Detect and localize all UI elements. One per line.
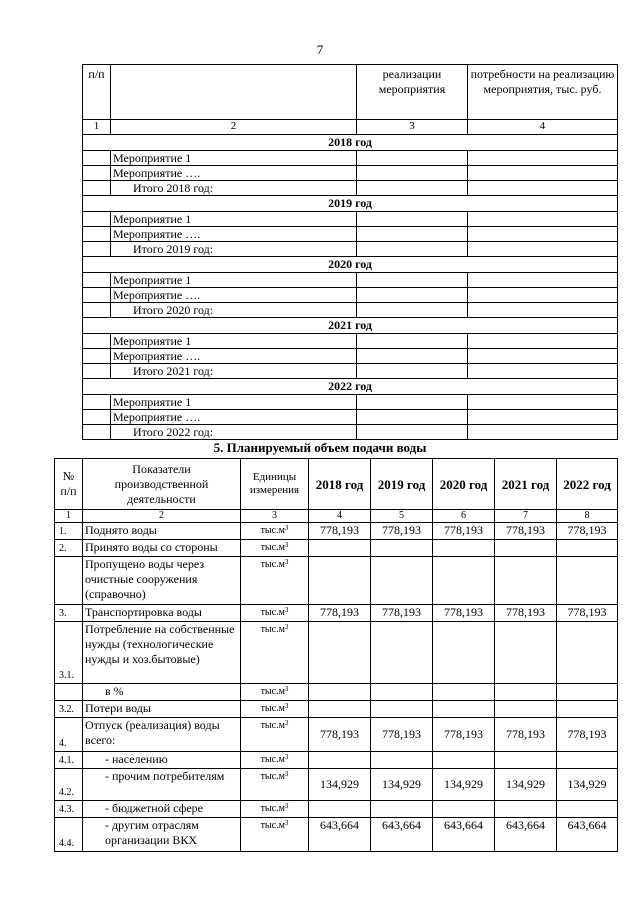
- row-index: 3.: [55, 605, 83, 622]
- unit-label: тыс.м: [260, 525, 285, 536]
- indicator-name: Потери воды: [83, 701, 241, 718]
- value-cell: [557, 540, 618, 557]
- event-name: Мероприятие 1: [111, 151, 357, 166]
- unit-cell: [241, 605, 309, 622]
- value-cell: [495, 801, 557, 818]
- row-index: 3.1.: [55, 622, 83, 684]
- value-cell: 778,193: [495, 523, 557, 540]
- unit-cell: [241, 622, 309, 684]
- water-supply-table: [54, 458, 618, 852]
- event-name: Мероприятие 1: [111, 395, 357, 410]
- events-table: [82, 64, 618, 440]
- col-number: 4: [309, 510, 371, 523]
- col-number: 2: [83, 510, 241, 523]
- column-numbers-row: [55, 510, 618, 523]
- value-cell: [433, 701, 495, 718]
- unit-superscript: 3: [284, 623, 289, 631]
- event-name: Мероприятие 1: [111, 334, 357, 349]
- column-numbers-row: [83, 120, 618, 135]
- value-cell: [495, 540, 557, 557]
- unit-cell: [241, 769, 309, 801]
- value-cell: 134,929: [309, 769, 371, 801]
- value-cell: 134,929: [433, 769, 495, 801]
- value-cell: 643,664: [433, 818, 495, 852]
- page-number: 7: [316, 42, 324, 57]
- unit-label: тыс.м: [260, 559, 285, 570]
- unit-label: тыс.м: [260, 703, 285, 714]
- unit-label: тыс.м: [260, 686, 285, 697]
- event-name: Мероприятие 1: [111, 212, 357, 227]
- table-row: [55, 801, 618, 818]
- table-row: [55, 557, 618, 605]
- year-heading: 2020 год: [83, 257, 618, 273]
- row-index: 4.2.: [55, 769, 83, 801]
- value-cell: [433, 801, 495, 818]
- unit-label: тыс.м: [260, 754, 285, 765]
- section-title: 5. Планируемый объем подачи воды: [213, 440, 427, 455]
- value-cell: [309, 540, 371, 557]
- row-index: 1.: [55, 523, 83, 540]
- col-number: 2: [111, 120, 357, 135]
- value-cell: [557, 752, 618, 769]
- value-cell: [433, 622, 495, 684]
- unit-label: тыс.м: [260, 820, 285, 831]
- value-cell: [371, 684, 433, 701]
- value-cell: 778,193: [433, 718, 495, 752]
- value-cell: [371, 557, 433, 605]
- year-heading: 2019 год: [83, 196, 618, 212]
- unit-label: тыс.м: [260, 720, 285, 731]
- unit-cell: [241, 752, 309, 769]
- row-index: 4.1.: [55, 752, 83, 769]
- value-cell: [557, 801, 618, 818]
- indicator-name: Потребление на собственные нужды (технологические нужды и хоз.бытовые): [83, 622, 241, 684]
- value-cell: [433, 752, 495, 769]
- value-cell: [433, 540, 495, 557]
- value-cell: 778,193: [495, 718, 557, 752]
- value-cell: [371, 540, 433, 557]
- header-year: 2019 год: [371, 459, 433, 510]
- value-cell: [309, 701, 371, 718]
- value-cell: 778,193: [309, 605, 371, 622]
- value-cell: [495, 622, 557, 684]
- indicator-name: Пропущено воды через очистные сооружения (справочно): [83, 557, 241, 605]
- col-number: 1: [83, 120, 111, 135]
- unit-superscript: 3: [284, 606, 289, 614]
- year-total-label: Итого 2022 год:: [111, 425, 357, 440]
- event-name: Мероприятие ….: [111, 227, 357, 242]
- unit-superscript: 3: [284, 541, 289, 549]
- table-row: [55, 605, 618, 622]
- year-heading: 2021 год: [83, 318, 618, 334]
- header-implementation: реализации мероприятия: [357, 65, 468, 120]
- value-cell: [309, 622, 371, 684]
- unit-superscript: 3: [284, 685, 289, 693]
- year-total-label: Итого 2018 год:: [111, 181, 357, 196]
- col-number: 5: [371, 510, 433, 523]
- col-number: 8: [557, 510, 618, 523]
- value-cell: [433, 684, 495, 701]
- col-number: 7: [495, 510, 557, 523]
- unit-cell: [241, 684, 309, 701]
- header-num: № п/п: [55, 459, 83, 510]
- col-number: 3: [241, 510, 309, 523]
- value-cell: 778,193: [433, 605, 495, 622]
- value-cell: 134,929: [557, 769, 618, 801]
- header-num: п/п: [83, 65, 111, 120]
- table-row: [55, 540, 618, 557]
- value-cell: [371, 622, 433, 684]
- value-cell: 778,193: [371, 523, 433, 540]
- value-cell: [495, 752, 557, 769]
- value-cell: 643,664: [557, 818, 618, 852]
- value-cell: [309, 557, 371, 605]
- event-name: Мероприятие ….: [111, 410, 357, 425]
- value-cell: [557, 701, 618, 718]
- year-total-label: Итого 2020 год:: [111, 303, 357, 318]
- table-row: [55, 684, 618, 701]
- value-cell: [371, 701, 433, 718]
- value-cell: [371, 752, 433, 769]
- unit-superscript: 3: [284, 819, 289, 827]
- col-number: 3: [357, 120, 468, 135]
- indicator-name: Принято воды со стороны: [83, 540, 241, 557]
- table-row: [55, 622, 618, 684]
- unit-cell: [241, 718, 309, 752]
- row-index: 2.: [55, 540, 83, 557]
- value-cell: [495, 557, 557, 605]
- table-row: [55, 752, 618, 769]
- event-name: Мероприятие 1: [111, 273, 357, 288]
- table-row: [55, 818, 618, 852]
- value-cell: [309, 801, 371, 818]
- value-cell: [557, 557, 618, 605]
- value-cell: [309, 684, 371, 701]
- year-heading: 2018 год: [83, 135, 618, 151]
- table-row: [55, 769, 618, 801]
- indicator-name: Поднято воды: [83, 523, 241, 540]
- value-cell: [495, 684, 557, 701]
- table-row: [55, 523, 618, 540]
- row-index: 4.3.: [55, 801, 83, 818]
- row-index: [55, 557, 83, 605]
- value-cell: 778,193: [371, 718, 433, 752]
- row-index: [55, 684, 83, 701]
- unit-cell: [241, 523, 309, 540]
- year-heading: 2022 год: [83, 379, 618, 395]
- value-cell: [557, 684, 618, 701]
- value-cell: [371, 801, 433, 818]
- value-cell: 643,664: [371, 818, 433, 852]
- value-cell: [557, 622, 618, 684]
- header-indicator: Показатели производственной деятельности: [83, 459, 241, 510]
- unit-cell: [241, 701, 309, 718]
- unit-cell: [241, 818, 309, 852]
- table-row: [55, 701, 618, 718]
- year-total-label: Итого 2021 год:: [111, 364, 357, 379]
- unit-label: тыс.м: [260, 624, 285, 635]
- header-year: 2021 год: [495, 459, 557, 510]
- unit-cell: [241, 540, 309, 557]
- unit-label: тыс.м: [260, 771, 285, 782]
- unit-superscript: 3: [284, 802, 289, 810]
- unit-label: тыс.м: [260, 607, 285, 618]
- value-cell: 778,193: [557, 718, 618, 752]
- value-cell: 778,193: [557, 605, 618, 622]
- col-number: 4: [468, 120, 618, 135]
- value-cell: 778,193: [309, 718, 371, 752]
- unit-cell: [241, 557, 309, 605]
- indicator-name: - прочим потребителям: [83, 769, 241, 801]
- event-name: Мероприятие ….: [111, 349, 357, 364]
- unit-superscript: 3: [284, 753, 289, 761]
- value-cell: [433, 557, 495, 605]
- table-row: [55, 718, 618, 752]
- indicator-name: - другим отраслям организации ВКХ: [83, 818, 241, 852]
- indicator-name: Отпуск (реализация) воды всего:: [83, 718, 241, 752]
- indicator-name: - бюджетной сфере: [83, 801, 241, 818]
- col-number: 6: [433, 510, 495, 523]
- header-year: 2018 год: [309, 459, 371, 510]
- header-unit: Единицы измерения: [241, 459, 309, 510]
- indicator-name: Транспортировка воды: [83, 605, 241, 622]
- header-year: 2022 год: [557, 459, 618, 510]
- header-funding: потребности на реализацию мероприятия, тыс. руб.: [468, 65, 618, 120]
- event-name: Мероприятие ….: [111, 288, 357, 303]
- value-cell: 778,193: [433, 523, 495, 540]
- unit-superscript: 3: [284, 524, 289, 532]
- row-index: 3.2.: [55, 701, 83, 718]
- unit-superscript: 3: [284, 770, 289, 778]
- value-cell: [495, 701, 557, 718]
- year-total-label: Итого 2019 год:: [111, 242, 357, 257]
- unit-superscript: 3: [284, 702, 289, 710]
- value-cell: 778,193: [495, 605, 557, 622]
- water-table-header: [55, 459, 618, 510]
- value-cell: 134,929: [495, 769, 557, 801]
- value-cell: 778,193: [371, 605, 433, 622]
- row-index: 4.4.: [55, 818, 83, 852]
- unit-cell: [241, 801, 309, 818]
- unit-superscript: 3: [284, 719, 289, 727]
- indicator-name: в %: [83, 684, 241, 701]
- value-cell: 778,193: [557, 523, 618, 540]
- row-index: 4.: [55, 718, 83, 752]
- value-cell: 643,664: [495, 818, 557, 852]
- value-cell: 643,664: [309, 818, 371, 852]
- value-cell: 134,929: [371, 769, 433, 801]
- unit-superscript: 3: [284, 558, 289, 566]
- unit-label: тыс.м: [260, 803, 285, 814]
- value-cell: 778,193: [309, 523, 371, 540]
- indicator-name: - населению: [83, 752, 241, 769]
- col-number: 1: [55, 510, 83, 523]
- unit-label: тыс.м: [260, 542, 285, 553]
- value-cell: [309, 752, 371, 769]
- event-name: Мероприятие ….: [111, 166, 357, 181]
- events-table-header: [83, 65, 618, 120]
- header-event: [111, 65, 357, 120]
- water-table-body: [55, 523, 618, 852]
- header-year: 2020 год: [433, 459, 495, 510]
